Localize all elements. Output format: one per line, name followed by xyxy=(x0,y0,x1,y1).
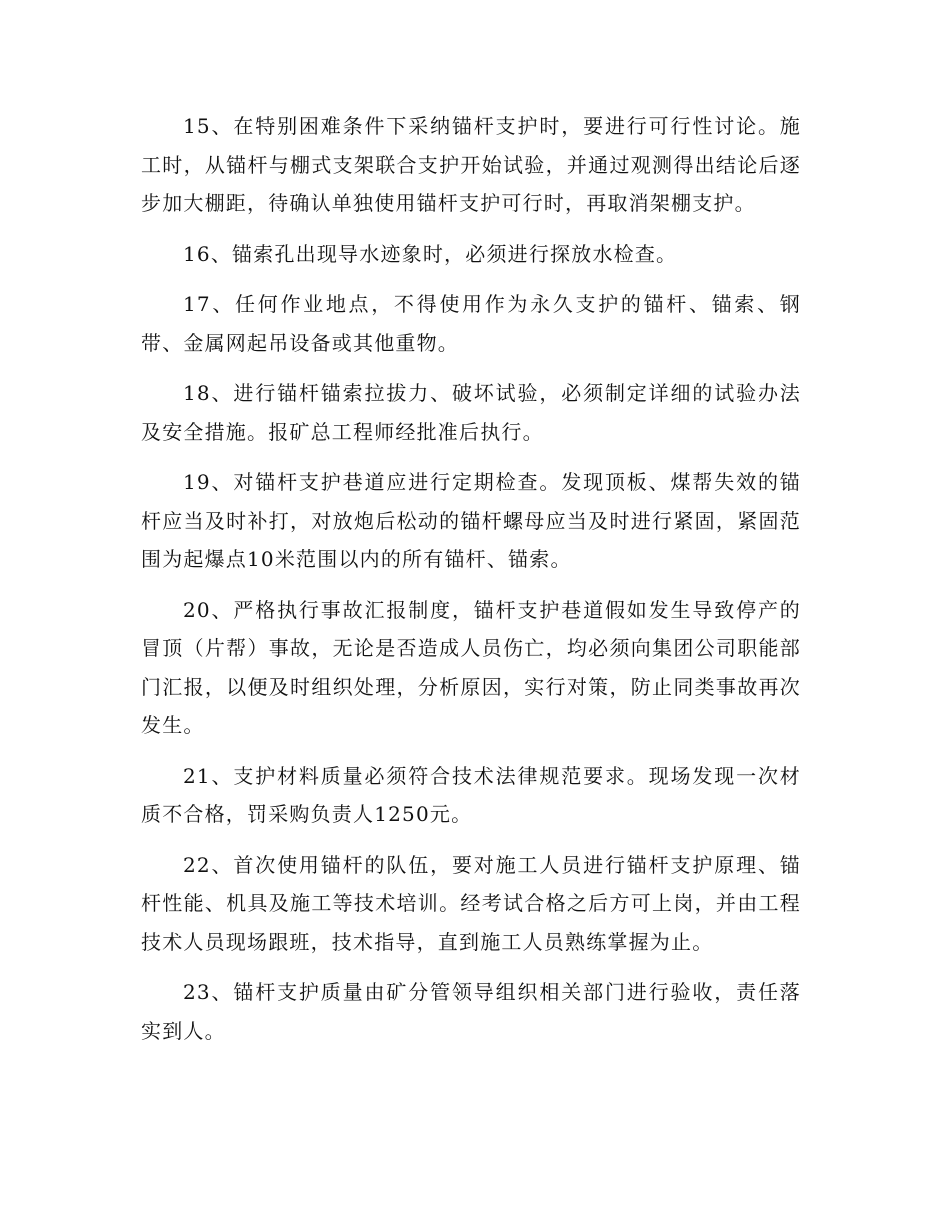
paragraph-16: 16、锚索孔出现导水迹象时，必须进行探放水检查。 xyxy=(183,241,678,266)
paragraph-23: 23、锚杆支护质量由矿分管领导组织相关部门进行验收，责任落实到人。 xyxy=(141,980,801,1043)
paragraph-21: 21、支护材料质量必须符合技术法律规范要求。现场发现一次材质不合格，罚采购负责人1250元。 xyxy=(141,763,801,826)
paragraph-22: 22、首次使用锚杆的队伍，要对施工人员进行锚杆支护原理、锚杆性能、机具及施工等技术培训。经考试合格之后方可上岗，并由工程技术人员现场跟班，技术指导，直到施工人员熟练掌握为止。 xyxy=(141,852,801,954)
document-body xyxy=(141,107,801,1062)
paragraph-15: 15、在特别困难条件下采纳锚杆支护时，要进行可行性讨论。施工时，从锚杆与棚式支架联合支护开始试验，并通过观测得出结论后逐步加大棚距，待确认单独使用锚杆支护可行时，再取消架棚支护。 xyxy=(141,114,801,215)
paragraph-18: 18、进行锚杆锚索拉拔力、破坏试验，必须制定详细的试验办法及安全措施。报矿总工程师经批准后执行。 xyxy=(141,381,801,444)
paragraph-17: 17、任何作业地点，不得使用作为永久支护的锚杆、锚索、钢带、金属网起吊设备或其他重物。 xyxy=(141,292,801,355)
paragraph-20: 20、严格执行事故汇报制度，锚杆支护巷道假如发生导致停产的冒顶（片帮）事故，无论是否造成人员伤亡，均必须向集团公司职能部门汇报，以便及时组织处理，分析原因，实行对策，防止同类事故再次发生。 xyxy=(141,597,801,737)
paragraph-19: 19、对锚杆支护巷道应进行定期检查。发现顶板、煤帮失效的锚杆应当及时补打，对放炮后松动的锚杆螺母应当及时进行紧固，紧固范围为起爆点10米范围以内的所有锚杆、锚索。 xyxy=(141,470,801,571)
